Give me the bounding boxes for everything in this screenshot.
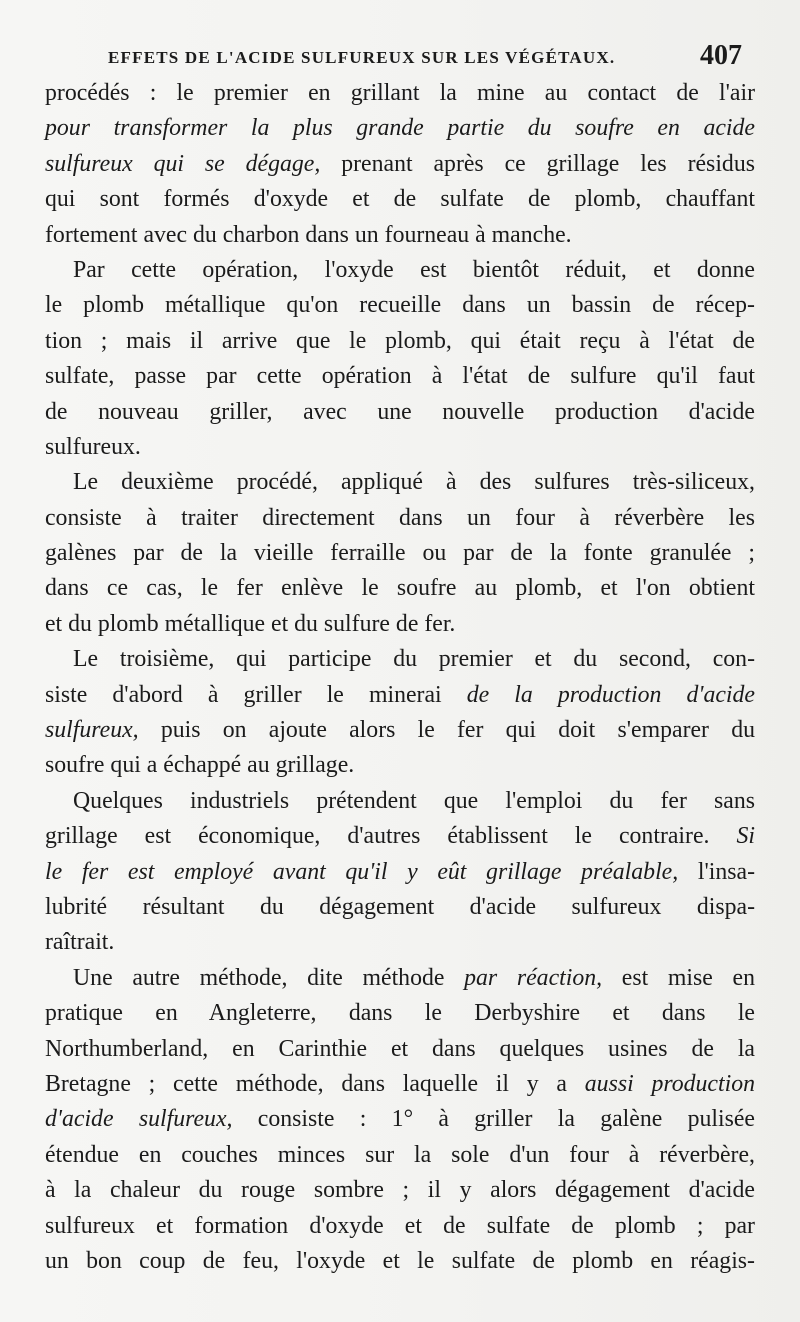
text-segment: galènes par de la vieille ferraille ou par de la fonte granulée ; xyxy=(45,540,755,567)
text-segment: prenant après ce grillage les résidus xyxy=(320,150,755,177)
italic-segment: de la production d'acide xyxy=(466,681,755,708)
text-line xyxy=(45,111,755,146)
text-segment: l'insa- xyxy=(678,858,755,885)
text-line xyxy=(45,819,755,854)
italic-segment: sulfureux qui se dégage, xyxy=(45,150,321,177)
text-line xyxy=(45,288,755,323)
text-segment: le plomb métallique qu'on recueille dans un bassin de récep- xyxy=(45,292,755,319)
text-segment: qui sont formés d'oxyde et de sulfate de plomb, chauffant xyxy=(45,186,755,213)
text-segment: Le troisième, qui participe du premier et du second, con- xyxy=(73,646,755,673)
text-segment: pratique en Angleterre, dans le Derbyshire et dans le xyxy=(45,1000,755,1027)
text-line xyxy=(45,1209,755,1244)
text-segment: de nouveau griller, avec une nouvelle production d'acide xyxy=(45,398,755,425)
text-segment: fortement avec du charbon dans un fourneau à manche. xyxy=(45,221,572,248)
text-segment: tion ; mais il arrive que le plomb, qui était reçu à l'état de xyxy=(45,327,755,354)
text-segment: à la chaleur du rouge sombre ; il y alors dégagement d'acide xyxy=(45,1177,755,1204)
text-segment: consiste à traiter directement dans un four à réverbère les xyxy=(45,504,755,531)
text-segment: dans ce cas, le fer enlève le soufre au plomb, et l'on obtient xyxy=(45,575,755,602)
text-line xyxy=(45,961,755,996)
text-line xyxy=(45,1032,755,1067)
italic-segment: le fer est employé avant qu'il y eût grillage préalable, xyxy=(45,858,679,885)
text-segment: consiste : 1° à griller la galène pulisée xyxy=(232,1106,755,1133)
text-segment: Northumberland, en Carinthie et dans quelques usines de la xyxy=(45,1035,755,1062)
text-line xyxy=(45,1102,755,1137)
italic-segment: aussi production xyxy=(584,1070,756,1097)
text-line xyxy=(45,1244,755,1279)
text-segment: un bon coup de feu, l'oxyde et le sulfate de plomb en réagis- xyxy=(45,1247,755,1274)
text-line xyxy=(45,1138,755,1173)
text-line xyxy=(45,536,755,571)
running-head xyxy=(92,38,742,78)
text-segment: est mise en xyxy=(602,964,756,991)
text-segment: sulfureux. xyxy=(45,433,141,460)
text-line xyxy=(45,1173,755,1208)
italic-segment: sulfureux, xyxy=(45,717,139,744)
text-line xyxy=(45,642,755,677)
text-segment: grillage est économique, d'autres établissent le contraire. xyxy=(45,823,737,850)
text-segment: Bretagne ; cette méthode, dans laquelle il y a xyxy=(45,1070,585,1097)
text-segment: Le deuxième procédé, appliqué à des sulfures très-siliceux, xyxy=(73,469,755,496)
text-line xyxy=(45,76,755,111)
text-line xyxy=(45,855,755,890)
text-line xyxy=(45,324,755,359)
text-line xyxy=(45,253,755,288)
page-number: 407 xyxy=(700,40,742,71)
text-line xyxy=(45,607,755,642)
text-line xyxy=(45,571,755,606)
text-line xyxy=(45,713,755,748)
text-line xyxy=(45,1067,755,1102)
running-head-title: EFFETS DE L'ACIDE SULFUREUX SUR LES VÉGÉTAUX. xyxy=(108,48,616,67)
text-segment: soufre qui a échappé au grillage. xyxy=(45,752,355,779)
text-line xyxy=(45,925,755,960)
italic-segment: par réaction, xyxy=(464,964,603,991)
text-segment: étendue en couches minces sur la sole d'un four à réverbère, xyxy=(45,1141,755,1168)
text-line xyxy=(45,147,755,182)
text-segment: Une autre méthode, dite méthode xyxy=(73,964,465,991)
text-line xyxy=(45,890,755,925)
text-segment: Quelques industriels prétendent que l'emploi du fer sans xyxy=(73,787,755,814)
text-line xyxy=(45,678,755,713)
text-line xyxy=(45,359,755,394)
text-segment: sulfureux et formation d'oxyde et de sulfate de plomb ; par xyxy=(45,1212,755,1239)
text-segment: procédés : le premier en grillant la mine au contact de l'air xyxy=(45,80,755,106)
text-line xyxy=(45,395,755,430)
italic-segment: pour transformer la plus grande partie du soufre en acide xyxy=(45,115,755,142)
text-line xyxy=(45,748,755,783)
text-line xyxy=(45,784,755,819)
text-segment: Par cette opération, l'oxyde est bientôt réduit, et donne xyxy=(73,256,755,283)
text-line xyxy=(45,182,755,217)
text-segment: raîtrait. xyxy=(45,929,115,956)
text-line xyxy=(45,996,755,1031)
text-line xyxy=(45,465,755,500)
italic-segment: d'acide sulfureux, xyxy=(45,1106,233,1133)
text-segment: puis on ajoute alors le fer qui doit s'emparer du xyxy=(138,717,755,744)
body-text xyxy=(45,76,755,1279)
text-line xyxy=(45,218,755,253)
italic-segment: Si xyxy=(736,823,755,850)
text-segment: lubrité résultant du dégagement d'acide sulfureux dispa- xyxy=(45,893,755,920)
text-line xyxy=(45,430,755,465)
text-segment: siste d'abord à griller le minerai xyxy=(45,681,467,708)
text-segment: sulfate, passe par cette opération à l'état de sulfure qu'il faut xyxy=(45,363,755,390)
text-segment: et du plomb métallique et du sulfure de fer. xyxy=(45,610,456,637)
text-line xyxy=(45,501,755,536)
